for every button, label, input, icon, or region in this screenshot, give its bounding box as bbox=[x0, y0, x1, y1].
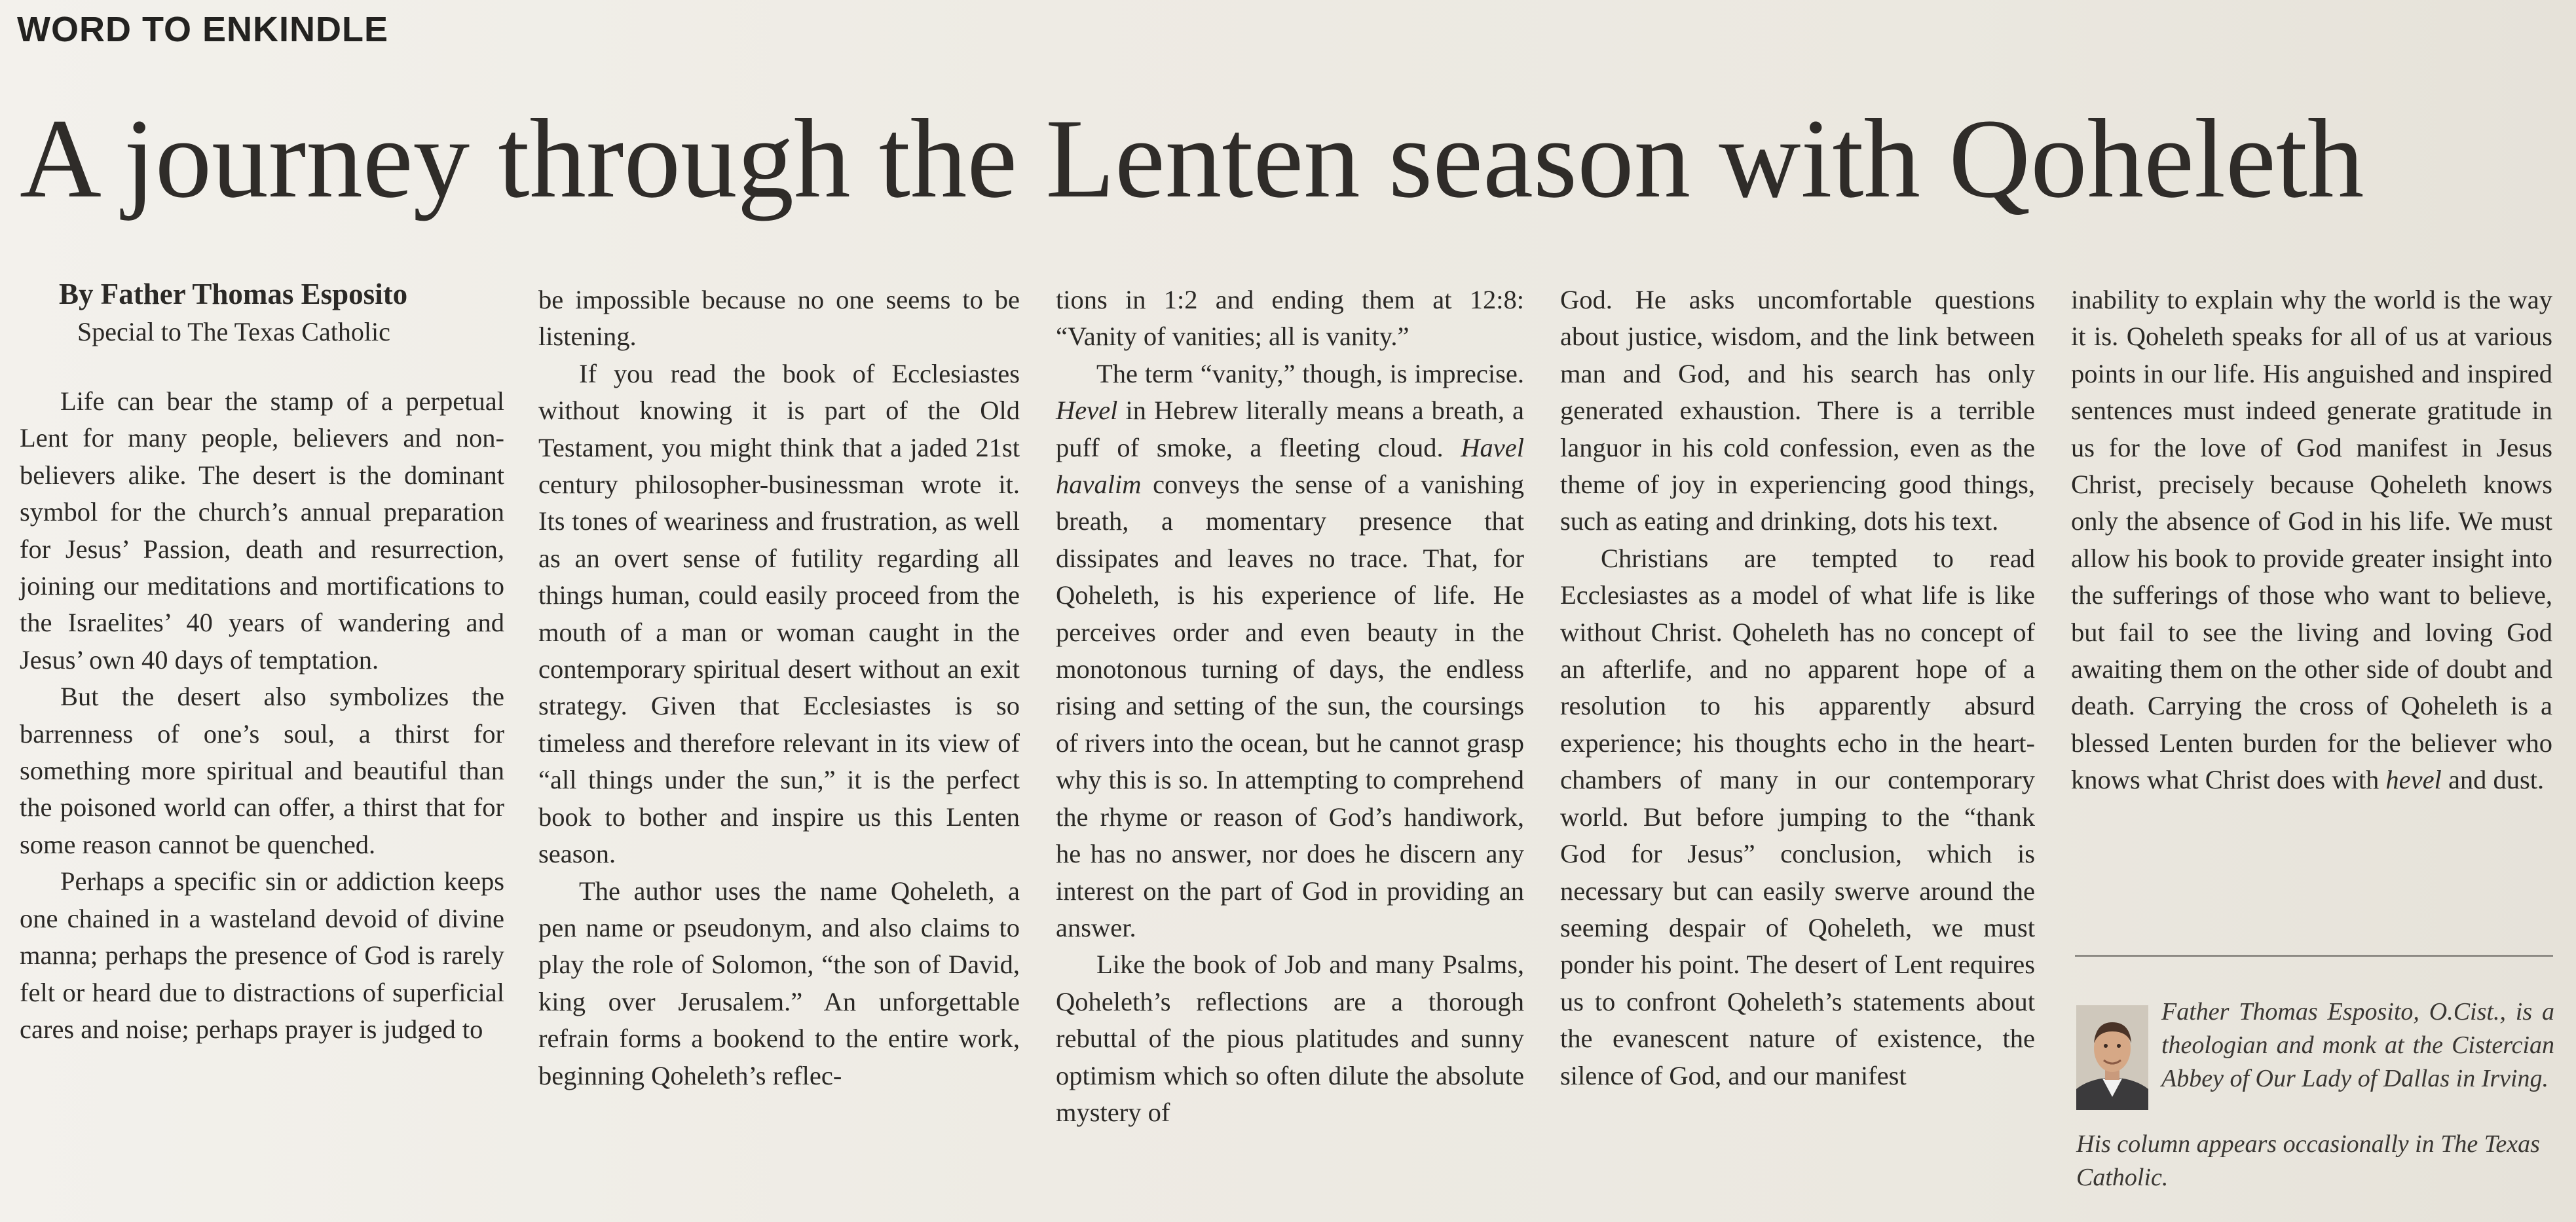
author-portrait-image bbox=[2076, 1005, 2148, 1110]
text-run: inability to explain why the world is the way it is. Qoheleth speaks for all of us at various points in our life. His anguished and inspired sentences must indeed generate gratitude in us for the love of God manifest in Jesus Christ, precisely because Qoheleth knows only the absence of God in his life. We must allow his book to provide greater insight into the sufferings of those who want to believe, but fail to see the living and loving God awaiting them on the other side of doubt and death. Carrying the cross of Qoheleth is a blessed Lenten burden for the believer who knows what Christ does with bbox=[2071, 285, 2552, 795]
author-bio: Father Thomas Esposito, O.Cist., is a theologian and monk at the Cistercian Abbey of Our Lady of Dallas in Irving. bbox=[2161, 998, 2554, 1092]
divider-rule bbox=[2075, 955, 2553, 957]
italic-term: Havel havalim bbox=[1056, 432, 1524, 500]
paragraph: Perhaps a specific sin or addiction keeps one chained in a wasteland devoid of divine manna; perhaps the presence of God is rarely felt or heard due to distractions of superficial cares and noise; perhaps prayer is judged to bbox=[20, 866, 504, 1044]
paragraph bbox=[1056, 356, 1524, 947]
article-column-1 bbox=[20, 383, 504, 1048]
text-run: conveys the sense of a vanishing breath, a momentary presence that dissipates and leaves no trace. That, for Qoheleth, is his experience of life. He perceives order and even beauty in the monotonous turning of days, the endless rising and setting of the sun, the coursings of rivers into the ocean, but he cannot grasp why this is so. In attempting to comprehend the rhyme or reason of God’s handiwork, he has no answer, nor does he discern any interest on the part of God in providing an answer. bbox=[1056, 470, 1525, 942]
paragraph-continued bbox=[2071, 282, 2552, 799]
article-column-4 bbox=[1560, 282, 2035, 1094]
paragraph-continued: be impossible because no one seems to be listening. bbox=[538, 285, 1020, 352]
article-column-5 bbox=[2071, 282, 2552, 799]
paragraph: The author uses the name Qoheleth, a pen name or pseudonym, and also claims to play the role of Solomon, “the son of David, king over Jerusalem.” An unforgettable refrain forms a bookend to the entire work, beginning Qoheleth’s reflec- bbox=[538, 876, 1020, 1090]
text-run: and dust. bbox=[2448, 765, 2545, 795]
paragraph: Christians are tempted to read Ecclesiastes as a model of what life is like without Christ. Qoheleth has no concept of an afterlife, and no apparent hope of a resolution to his apparently absurd experience; his thoughts echo in the heart-chambers of many in our contemporary world. But before jumping to the “thank God for Jesus” conclusion, which is necessary but can easily swerve around the seeming despair of Qoheleth, we must ponder his point. The desert of Lent requires us to confront Qoheleth’s statements about the evanescent nature of existence, the silence of God, and our manifest bbox=[1560, 543, 2035, 1090]
author-photo bbox=[2076, 1005, 2148, 1110]
author-bio-tagline: His column appears occasionally in The Texas Catholic. bbox=[2076, 1130, 2540, 1191]
article-column-3 bbox=[1056, 282, 1524, 1131]
paragraph: But the desert also symbolizes the barrenness of one’s soul, a thirst for something more spiritual and beautiful than the poisoned world can offer, a thirst that for some reason cannot be quenched. bbox=[20, 682, 504, 859]
byline-author: By Father Thomas Esposito bbox=[59, 278, 408, 310]
text-run: The term “vanity,” though, is imprecise. bbox=[1096, 358, 1524, 388]
italic-term: Hevel bbox=[1056, 396, 1118, 426]
text-run: in Hebrew literally means a breath, a puff of smoke, a fleeting cloud. bbox=[1056, 396, 1524, 462]
article-column-2 bbox=[538, 282, 1020, 1094]
byline-affiliation: Special to The Texas Catholic bbox=[77, 317, 390, 346]
paragraph: Life can bear the stamp of a perpetual Lent for many people, believers and non-believers alike. The desert is the dominant symbol for the church’s annual preparation for Jesus’ Passion, death and resurrection, joining our meditations and mortifications to the Israelites’ 40 years of wandering and Jesus’ own 40 days of temptation. bbox=[20, 386, 504, 675]
paragraph-continued: tions in 1:2 and ending them at 12:8: “Vanity of vanities; all is vanity.” bbox=[1056, 285, 1524, 352]
italic-term: hevel bbox=[2385, 765, 2442, 795]
paragraph: If you read the book of Ecclesiastes without knowing it is part of the Old Testament, you might think that a jaded 21st century philosopher-businessman wrote it. Its tones of weariness and frustration, as well as an overt sense of futility regarding all things human, could easily proceed from the mouth of a man or woman caught in the contemporary spiritual desert without an exit strategy. Given that Ecclesiastes is so timeless and therefore relevant in its view of “all things under the sun,” it is the perfect book to bother and inspire us this Lenten season. bbox=[538, 358, 1020, 869]
paragraph-continued: God. He asks uncomfortable questions about justice, wisdom, and the link between man and God, and his search has only generated exhaustion. There is a terrible languor in his cold confession, even as the theme of joy in experiencing good things, such as eating and drinking, dots his text. bbox=[1560, 285, 2035, 536]
column-tag: WORD TO ENKINDLE bbox=[17, 10, 388, 49]
headline: A journey through the Lenten season with Qoheleth bbox=[20, 96, 2364, 221]
byline bbox=[59, 275, 478, 351]
paragraph: Like the book of Job and many Psalms, Qoheleth’s reflections are a thorough rebuttal of the pious platitudes and sunny optimism which so often dilute the absolute mystery of bbox=[1056, 950, 1524, 1127]
